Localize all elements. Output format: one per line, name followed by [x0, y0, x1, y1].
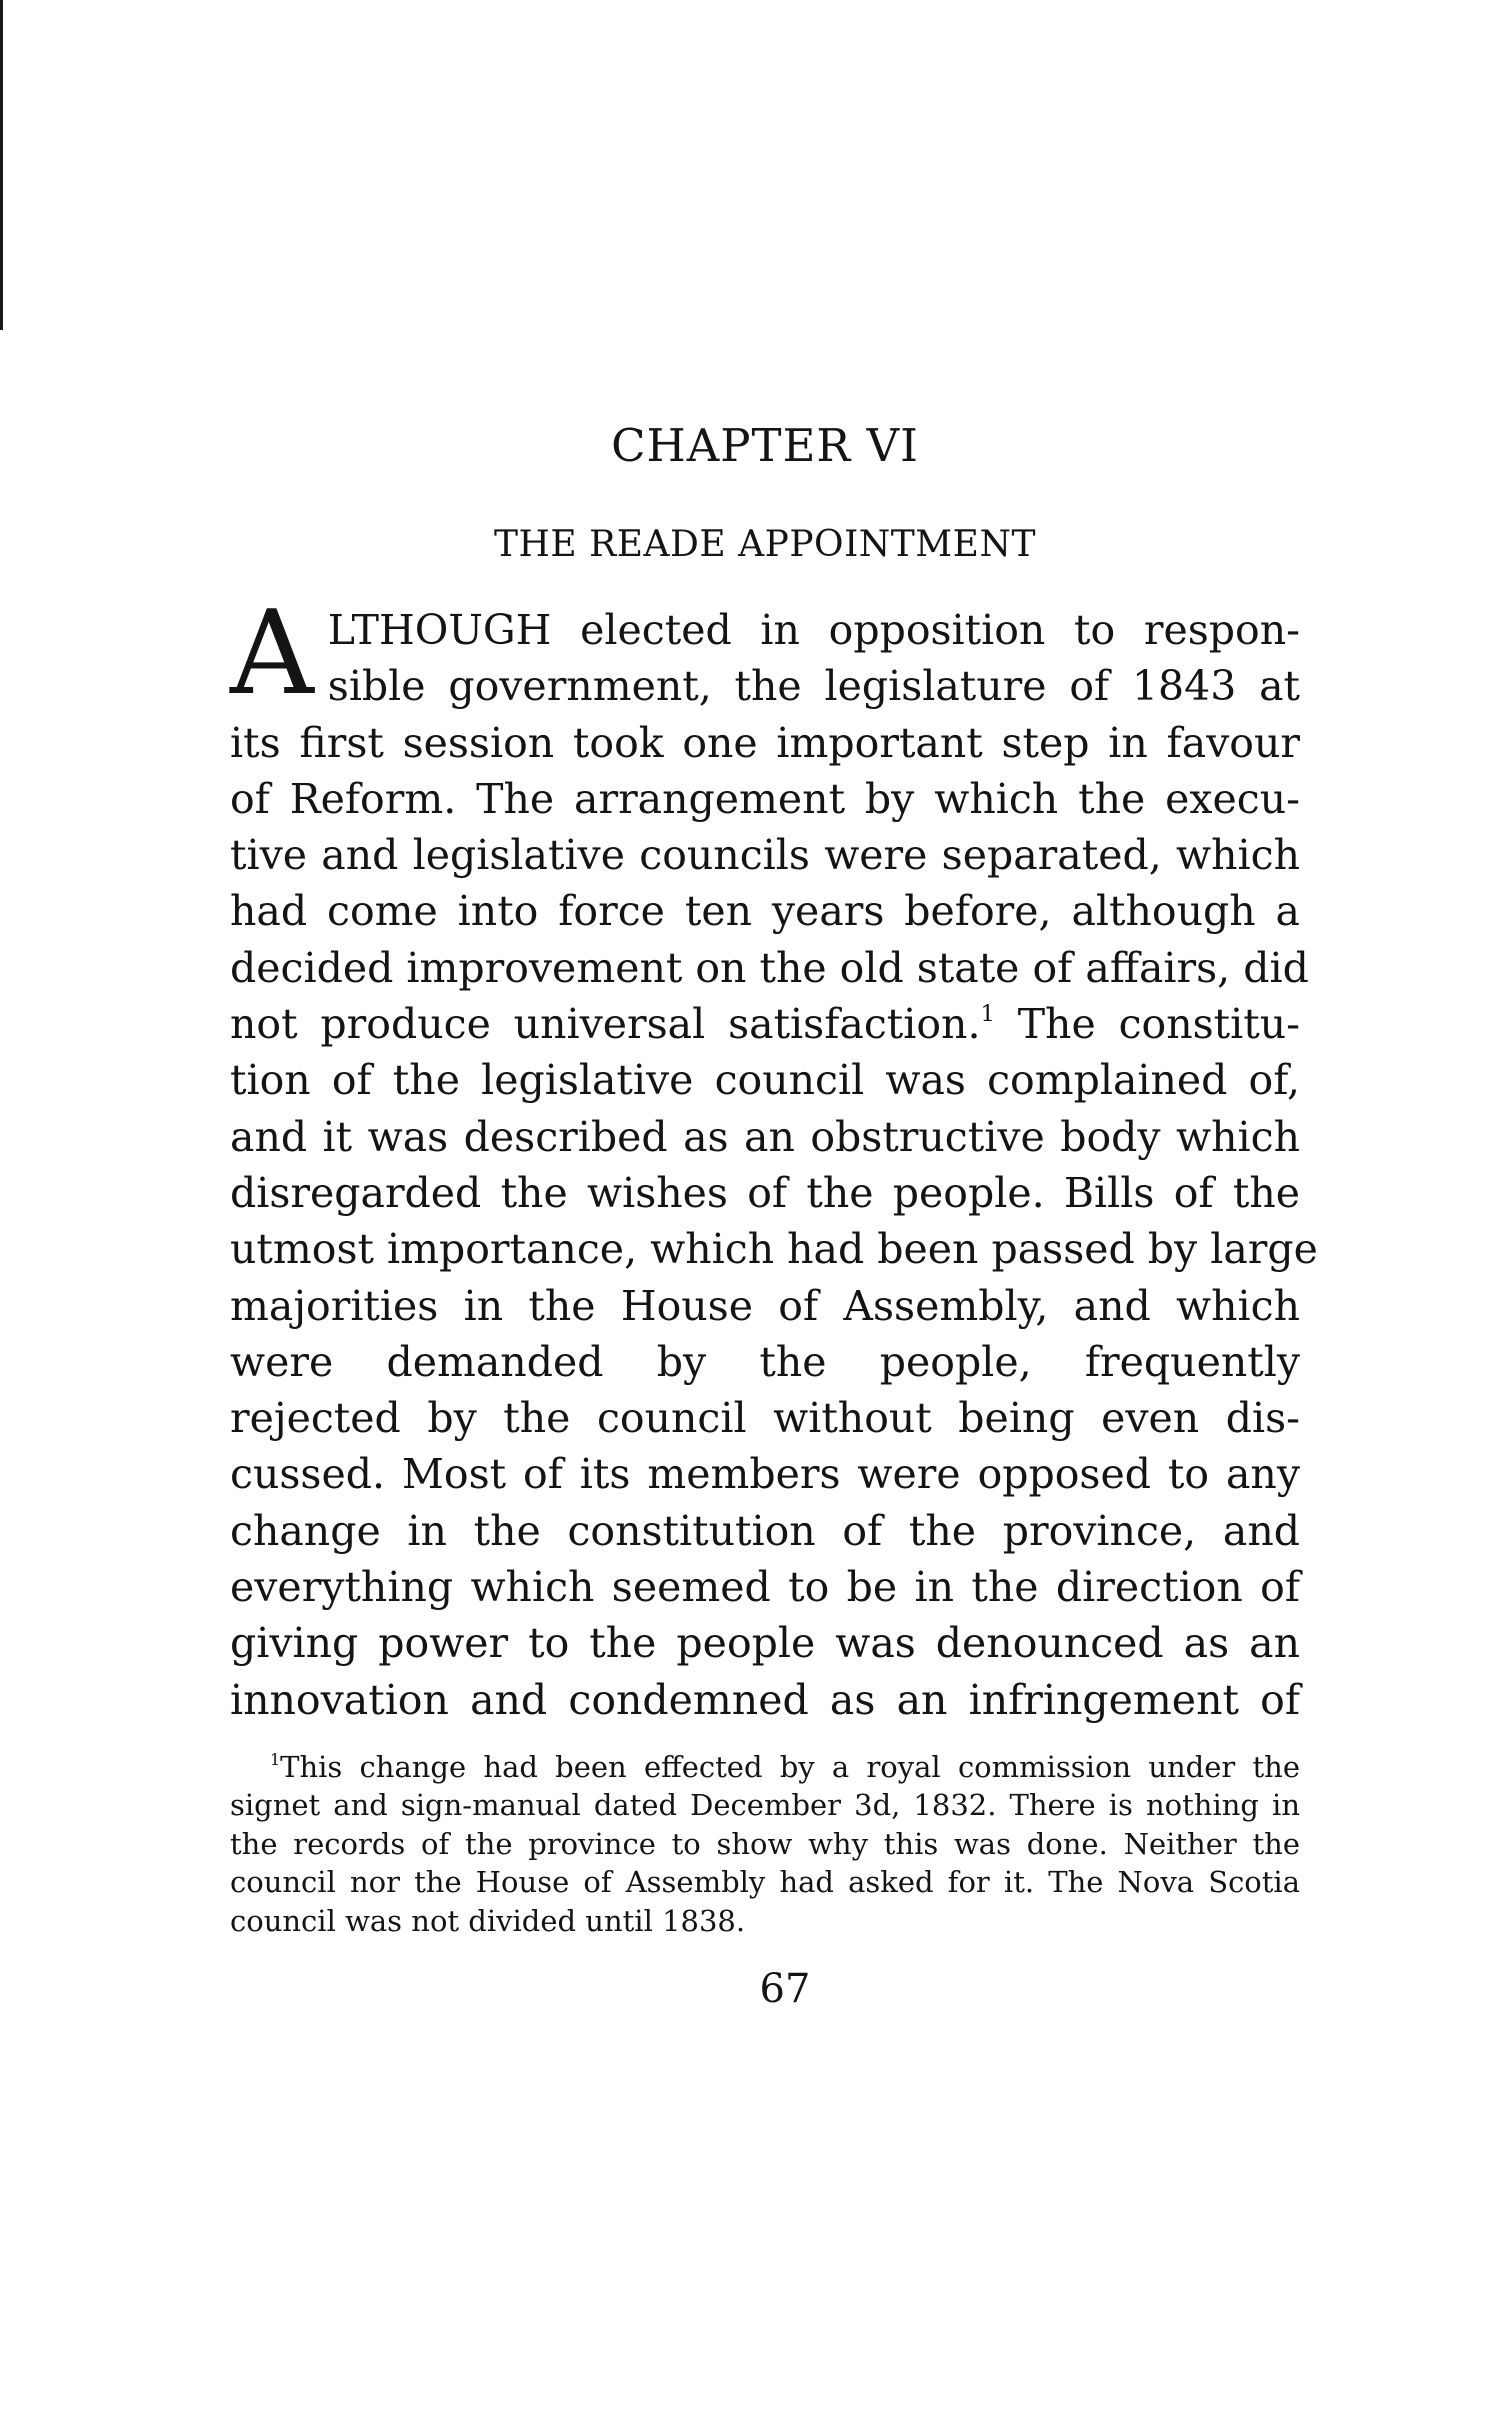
footnote-text: This change had been effected by a royal commission under the [280, 1749, 1300, 1784]
text-line: disregarded the wishes of the people. Bills of the [230, 1168, 1300, 1217]
chapter-subtitle: THE READE APPOINTMENT [494, 524, 1036, 565]
page-number: 67 [759, 1966, 811, 2013]
footnote-line: the records of the province to show why this was done. Neither the [230, 1826, 1300, 1861]
text-line: change in the constitution of the province, and [230, 1506, 1300, 1555]
text-line: LTHOUGH elected in opposition to respon- [327, 606, 1300, 654]
text-line: giving power to the people was denounced as an [230, 1619, 1300, 1668]
footnote-line: council nor the House of Assembly had asked for it. The Nova Scotia [230, 1865, 1300, 1900]
text-line: and it was described as an obstructive body which [230, 1112, 1300, 1161]
footnote-line [230, 1748, 1300, 1787]
footnote-line: signet and sign-manual dated December 3d, 1832. There is nothing in [230, 1788, 1300, 1823]
book-page [230, 380, 1318, 2013]
text-line: everything which seemed to be in the direction of [230, 1563, 1300, 1612]
scan-edge-mark [0, 0, 3, 330]
text-line: had come into force ten years before, although a [230, 887, 1300, 936]
text-line: majorities in the House of Assembly, and which [230, 1281, 1300, 1330]
text-line: decided improvement on the old state of affairs, did [230, 943, 1309, 992]
text-line: tive and legislative councils were separated, which [230, 831, 1300, 880]
body-paragraph [230, 586, 1318, 1728]
text-segment: The constitu- [994, 1000, 1301, 1049]
text-segment: not produce universal satisfaction. [230, 1000, 981, 1049]
footnote [230, 1748, 1300, 1941]
text-line: tion of the legislative council was complained of, [230, 1056, 1300, 1105]
text-line: of Reform. The arrangement by which the execu- [230, 774, 1300, 823]
text-line: its first session took one important step in favour [230, 718, 1300, 767]
chapter-title: CHAPTER VI [611, 419, 919, 472]
footnote-reference: 1 [980, 1001, 995, 1028]
text-line-with-note [230, 996, 1300, 1052]
text-line: innovation and condemned as an infringement of [230, 1675, 1300, 1724]
footnote-line: council was not divided until 1838. [230, 1903, 746, 1938]
text-line: sible government, the legislature of 1843 at [327, 662, 1300, 711]
text-line: cussed. Most of its members were opposed to any [230, 1450, 1300, 1499]
footnote-marker: 1 [270, 1749, 281, 1769]
text-line: were demanded by the people, frequently [230, 1337, 1300, 1386]
text-line: rejected by the council without being even dis- [230, 1394, 1300, 1443]
opening-lines [230, 586, 1300, 721]
text-line: utmost importance, which had been passed by large [230, 1225, 1318, 1274]
drop-cap: A [230, 586, 314, 721]
